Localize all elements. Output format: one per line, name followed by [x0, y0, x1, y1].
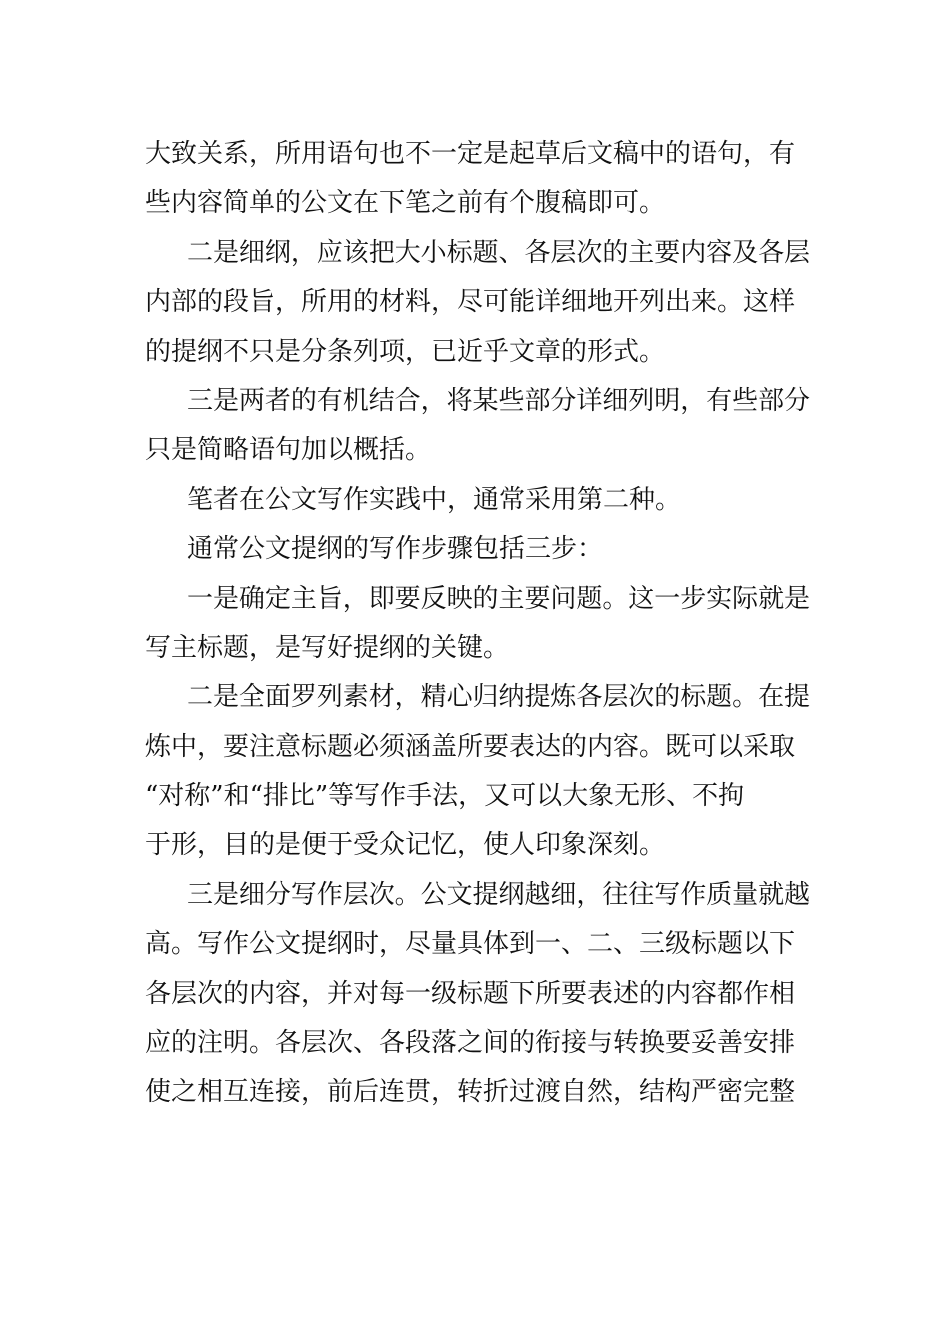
text-line: 的提纲不只是分条列项，已近乎文章的形式。 — [145, 336, 666, 367]
text-line: 于形，目的是便于受众记忆，使人印象深刻。 — [145, 830, 666, 861]
text-line: 二是细纲，应该把大小标题、各层次的主要内容及各层 — [187, 237, 810, 268]
text-line: 应的注明。各层次、各段落之间的衔接与转换要妥善安排 — [145, 1028, 796, 1059]
text-line: 只是简略语句加以概括。 — [145, 435, 432, 466]
text-line: 炼中，要注意标题必须涵盖所要表达的内容。既可以采取 — [145, 731, 796, 762]
text-line: 写主标题，是写好提纲的关键。 — [145, 632, 510, 663]
text-line: 大致关系，所用语句也不一定是起草后文稿中的语句，有 — [145, 139, 796, 169]
text-line: 一是确定主旨，即要反映的主要问题。这一步实际就是 — [187, 583, 810, 614]
text-line: 通常公文提纲的写作步骤包括三步： — [187, 534, 604, 565]
text-line: 各层次的内容，并对每一级标题下所要表述的内容都作相 — [145, 978, 796, 1009]
text-line: 二是全面罗列素材，精心归纳提炼各层次的标题。在提 — [187, 682, 810, 713]
text-line: 笔者在公文写作实践中，通常采用第二种。 — [187, 484, 682, 515]
text-line: 内部的段旨，所用的材料，尽可能详细地开列出来。这样 — [145, 287, 796, 318]
document-body — [145, 130, 810, 1118]
text-line: 三是两者的有机结合，将某些部分详细列明，有些部分 — [187, 385, 810, 416]
text-line: 使之相互连接，前后连贯，转折过渡自然，结构严密完整 — [145, 1077, 796, 1108]
text-line: “对称”和“排比”等写作手法，又可以大象无形、不拘 — [145, 781, 745, 812]
text-line: 高。写作公文提纲时，尽量具体到一、二、三级标题以下 — [145, 929, 796, 960]
text-line: 三是细分写作层次。公文提纲越细，往往写作质量就越 — [187, 879, 810, 910]
text-line: 些内容简单的公文在下笔之前有个腹稿即可。 — [145, 188, 666, 219]
